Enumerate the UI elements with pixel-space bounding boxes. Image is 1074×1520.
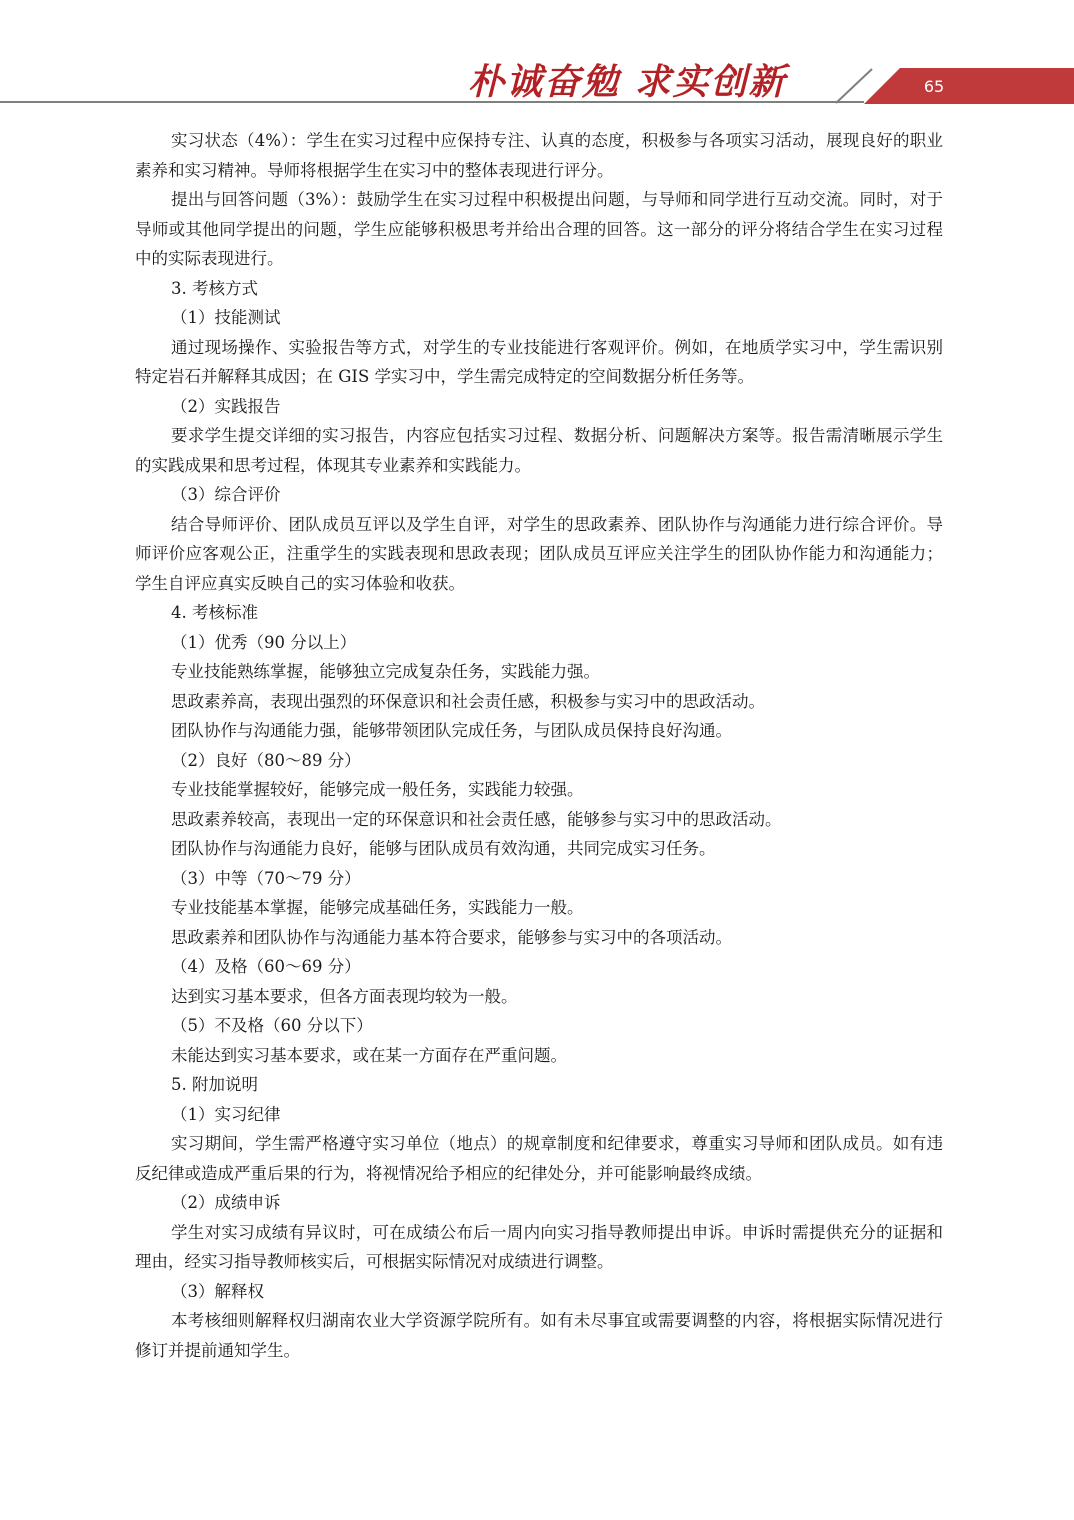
page-number-tab — [864, 68, 1074, 104]
subsection-heading: （4）及格（60～69 分） — [171, 957, 361, 976]
paragraph: 思政素养较高，表现出一定的环保意识和社会责任感，能够参与实习中的思政活动。 — [171, 809, 782, 829]
subsection-heading: （3）中等（70～79 分） — [171, 868, 361, 888]
subsection-heading: （2）实践报告 — [171, 396, 281, 416]
subsection-heading: （3）综合评价 — [171, 485, 281, 504]
page-number: 65 — [923, 77, 945, 96]
section-heading: 3. 考核方式 — [171, 278, 258, 298]
subsection-heading: （2）良好（80～89 分） — [171, 750, 361, 770]
paragraph: 团队协作与沟通能力良好，能够与团队成员有效沟通，共同完成实习任务。 — [171, 839, 716, 858]
subsection-heading: （3）解释权 — [171, 1281, 264, 1301]
subsection-heading: （2）成绩申诉 — [171, 1193, 281, 1212]
paragraph: 思政素养高，表现出强烈的环保意识和社会责任感，积极参与实习中的思政活动。 — [171, 691, 765, 711]
body-text — [135, 126, 943, 1365]
section-heading: 5. 附加说明 — [171, 1075, 258, 1094]
paragraph: 通过现场操作、实验报告等方式，对学生的专业技能进行客观评价。例如，在地质学实习中，学生需识别特定岩石并解释其成因；在 GIS 学实习中，学生需完成特定的空间数据分析任务等。 — [135, 337, 943, 386]
subsection-heading: （1）技能测试 — [171, 308, 281, 327]
paragraph: 专业技能掌握较好，能够完成一般任务，实践能力较强。 — [171, 780, 584, 799]
section-heading: 4. 考核标准 — [171, 603, 258, 622]
subsection-heading: （1）实习纪律 — [171, 1104, 281, 1124]
paragraph: 思政素养和团队协作与沟通能力基本符合要求，能够参与实习中的各项活动。 — [171, 927, 732, 947]
paragraph: 要求学生提交详细的实习报告，内容应包括实习过程、数据分析、问题解决方案等。报告需清晰展示学生的实践成果和思考过程，体现其专业素养和实践能力。 — [135, 426, 943, 475]
paragraph: 提出与回答问题（3%）：鼓励学生在实习过程中积极提出问题，与导师和同学进行互动交流。同时，对于导师或其他同学提出的问题，学生应能够积极思考并给出合理的回答。这一部分的评分将结合学生在实习过程中的实际表现进行。 — [135, 190, 943, 268]
subsection-heading: （1）优秀（90 分以上） — [171, 632, 357, 652]
paragraph: 实习状态（4%）：学生在实习过程中应保持专注、认真的态度，积极参与各项实习活动，展现良好的职业素养和实习精神。导师将根据学生在实习中的整体表现进行评分。 — [135, 131, 943, 180]
paragraph: 实习期间，学生需严格遵守实习单位（地点）的规章制度和纪律要求，尊重实习导师和团队成员。如有违反纪律或造成严重后果的行为，将视情况给予相应的纪律处分，并可能影响最终成绩。 — [135, 1134, 943, 1183]
paragraph: 未能达到实习基本要求，或在某一方面存在严重问题。 — [171, 1045, 567, 1065]
paragraph: 学生对实习成绩有异议时，可在成绩公布后一周内向实习指导教师提出申诉。申诉时需提供充分的证据和理由，经实习指导教师核实后，可根据实际情况对成绩进行调整。 — [135, 1222, 943, 1271]
paragraph: 结合导师评价、团队成员互评以及学生自评，对学生的思政素养、团队协作与沟通能力进行综合评价。导师评价应客观公正，注重学生的实践表现和思政表现；团队成员互评应关注学生的团队协作能力和沟通能力；学生自评应真实反映自己的实习体验和收获。 — [135, 514, 943, 593]
header-motto: 朴诚奋勉 求实创新 — [468, 61, 787, 103]
paragraph: 专业技能熟练掌握，能够独立完成复杂任务，实践能力强。 — [171, 662, 600, 681]
paragraph: 达到实习基本要求，但各方面表现均较为一般。 — [171, 986, 518, 1006]
paragraph: 本考核细则解释权归湖南农业大学资源学院所有。如有未尽事宜或需要调整的内容，将根据实际情况进行修订并提前通知学生。 — [135, 1311, 943, 1360]
subsection-heading: （5）不及格（60 分以下） — [171, 1016, 373, 1035]
paragraph: 团队协作与沟通能力强，能够带领团队完成任务，与团队成员保持良好沟通。 — [171, 721, 732, 740]
page-header — [0, 0, 1074, 110]
paragraph: 专业技能基本掌握，能够完成基础任务，实践能力一般。 — [171, 898, 584, 917]
